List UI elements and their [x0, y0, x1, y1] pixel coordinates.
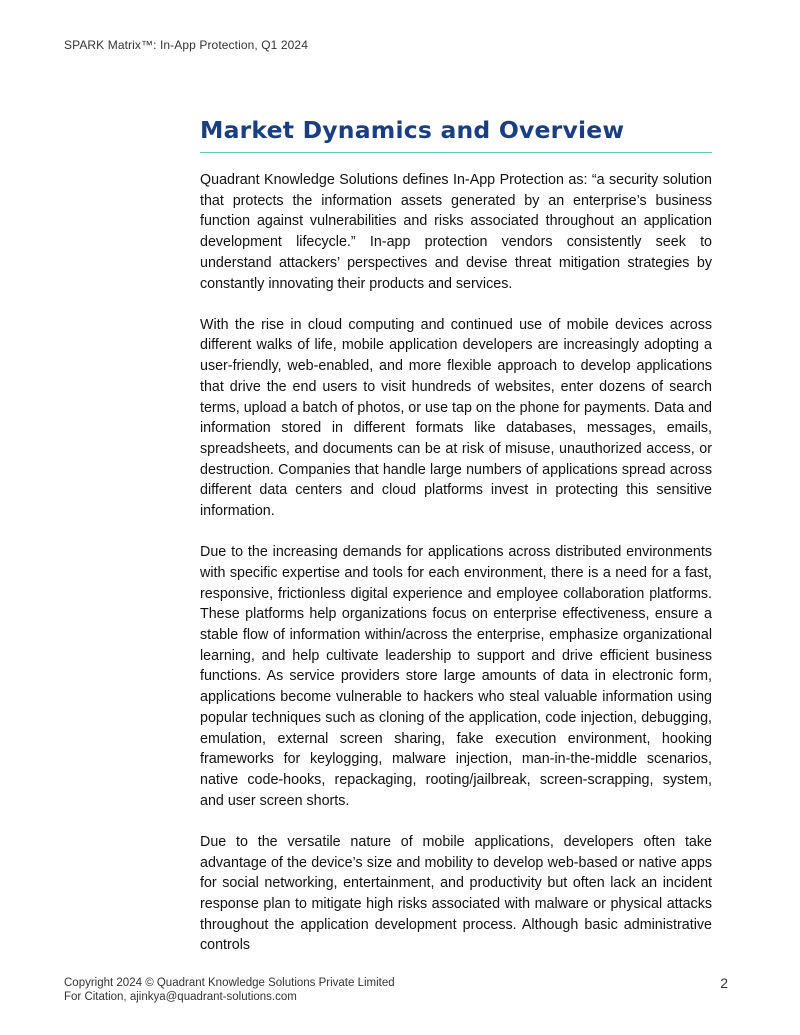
footer-copyright: Copyright 2024 © Quadrant Knowledge Solutions Private Limited — [64, 977, 395, 989]
footer-citation: For Citation, ajinkya@quadrant-solutions.com — [64, 991, 297, 1003]
paragraph-mobile-apps: Due to the versatile nature of mobile applications, developers often take advantage of the device’s size and mobility to develop web-based or native apps for social networking, entertainment, and productivity but often lack an incident response plan to mitigate high risks associated with malware or physical attacks throughout the application development process. Although basic administrative controls — [200, 833, 712, 954]
footer — [64, 976, 395, 1004]
paragraph-cloud-mobile: With the rise in cloud computing and continued use of mobile devices across different walks of life, mobile application developers are increasingly adopting a user-friendly, web-enabled, and more flexible approach to develop applications that drive the end users to visit hundreds of websites, enter dozens of search terms, upload a batch of photos, or use tap on the phone for payments. Data and information stored in different formats like databases, messages, emails, spreadsheets, and documents can be at risk of misuse, unauthorized access, or destruction. Companies that handle large numbers of applications spread across different data centers and cloud platforms invest in protecting this sensitive information. — [200, 316, 712, 520]
paragraph-definition: Quadrant Knowledge Solutions defines In-App Protection as: “a security solution that protects the information assets generated by an enterprise’s business function against vulnerabilities and risks associated throughout an application development lifecycle.” In-app protection vendors consistently seek to understand attackers’ perspectives and devise threat mitigation strategies by constantly innovating their products and services. — [200, 172, 712, 292]
body-text — [200, 170, 712, 956]
main-content — [200, 110, 712, 956]
section-title: Market Dynamics and Overview — [200, 110, 712, 153]
page-number: 2 — [720, 975, 728, 991]
running-header: SPARK Matrix™: In-App Protection, Q1 2024 — [64, 38, 308, 52]
paragraph-distributed-environments: Due to the increasing demands for applications across distributed environments with specific expertise and tools for each environment, there is a need for a fast, responsive, frictionless digital experience and employee collaboration platforms. These platforms help organizations focus on enterprise effectiveness, ensure a stable flow of information within/across the enterprise, emphasize organizational learning, and help cultivate leadership to support and drive efficient business functions. As service providers store large amounts of data in electronic form, applications become vulnerable to hackers who steal valuable information using popular techniques such as cloning of the application, code injection, debugging, emulation, external screen sharing, fake execution environment, hooking frameworks for keylogging, malware injection, man-in-the-middle scenarios, native code-hooks, repackaging, rooting/jailbreak, screen-scrapping, system, and user screen shorts. — [200, 544, 712, 809]
